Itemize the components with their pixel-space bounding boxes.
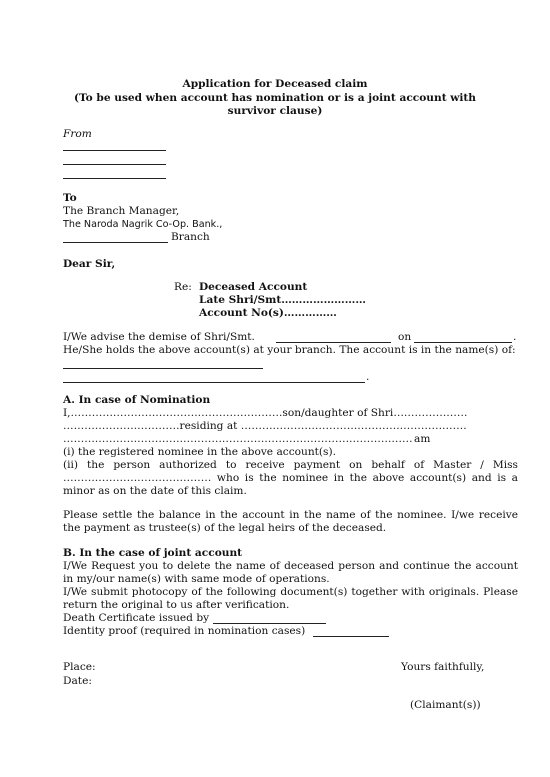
nomination-minor-line: …………………………………… who is the nominee in the above account(s) and is a [63,472,518,484]
branch-name-line[interactable] [63,242,168,243]
to-bank-name: The Naroda Nagrik Co-Op. Bank., [63,219,223,230]
place-label: Place: [63,661,96,673]
nomination-option-i: (i) the registered nominee in the above account(s). [63,446,336,458]
section-a-heading: A. In case of Nomination [63,394,211,406]
re-deceased-account: Deceased Account [199,281,308,293]
from-line-1[interactable] [63,150,166,151]
to-branch-manager: The Branch Manager, [63,205,180,217]
salutation: Dear Sir, [63,258,116,270]
demise-date-line[interactable] [414,342,512,343]
from-line-2[interactable] [63,164,166,165]
nomination-line-3: ……………………………………………………………………………………… [63,433,413,445]
holds-account-text: He/She holds the above account(s) at your branch. The account is in the name(s) of: [63,344,516,356]
nomination-line-1: I,……………………………………………………son/daughter of Shri………………… [63,407,468,419]
deceased-name-line[interactable] [276,342,391,343]
identity-proof-label: Identity proof (required in nomination cases) [63,625,306,637]
re-label: Re: [174,281,192,293]
death-certificate-label: Death Certificate issued by [63,612,210,624]
nomination-line-2: ……………………………residing at ………………………………………………………. [63,420,467,432]
documents-submitted: I/We submit photocopy of the following document(s) together with originals. Please return the original to us after verification. [63,586,518,611]
nomination-minor-date: minor as on the date of this claim. [63,485,247,497]
branch-label: Branch [171,231,210,243]
joint-account-request: I/We Request you to delete the name of deceased person and continue the account in my/our name(s) with same mode of operations. [63,560,518,585]
re-account-no: Account No(s)…………… [199,307,337,319]
account-holder-line-2[interactable] [63,382,365,383]
re-late-name: Late Shri/Smt…………………… [199,294,366,306]
on-label: on [398,331,412,343]
document-subtitle: (To be used when account has nomination or is a joint account with survivor clause) [73,92,477,117]
from-label: From [63,128,92,140]
date-label: Date: [63,675,92,687]
claimant-signature-label: (Claimant(s)) [410,699,481,711]
document-title: Application for Deceased claim [182,78,368,90]
identity-proof-line[interactable] [313,636,389,637]
settle-paragraph: Please settle the balance in the account in the name of the nominee. I/we receive the payment as trustee(s) of the legal heirs of the deceased. [63,509,518,534]
period-mark-2: . [366,371,370,383]
section-b-heading: B. In the case of joint account [63,547,243,559]
death-certificate-line[interactable] [213,623,326,624]
nomination-option-ii: (ii) the person authorized to receive payment on behalf of Master / Miss [63,459,518,471]
closing-yours-faithfully: Yours faithfully, [401,661,485,673]
nomination-am: am [414,433,431,445]
period-mark: . [513,331,517,343]
from-line-3[interactable] [63,178,166,179]
account-holder-line-1[interactable] [63,368,263,369]
demise-text: I/We advise the demise of Shri/Smt. [63,331,255,343]
to-label: To [63,192,77,204]
